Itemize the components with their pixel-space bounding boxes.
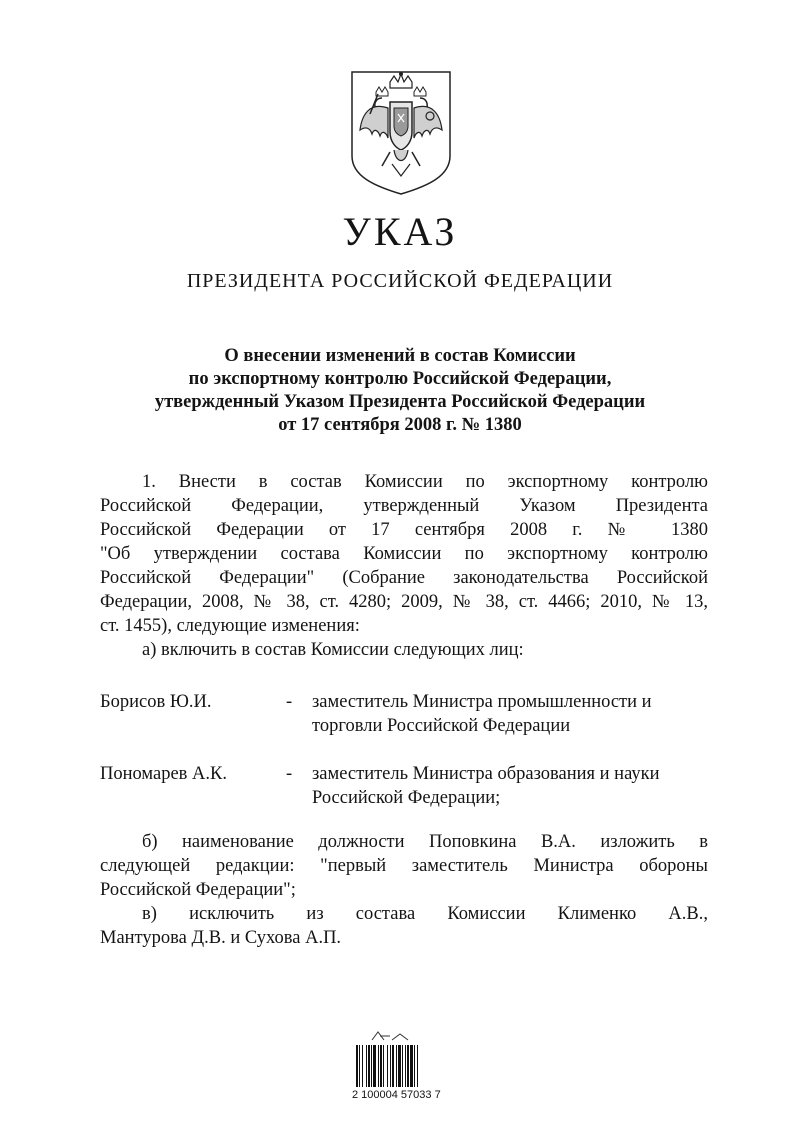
member-name: Пономарев А.К.: [100, 764, 227, 784]
decree-body-continued: [100, 830, 708, 950]
member-row: [100, 762, 708, 810]
barcode-bar: [396, 1045, 397, 1087]
decree-heading: [0, 345, 800, 437]
barcode-bar: [405, 1045, 406, 1087]
state-emblem-icon: [348, 68, 454, 196]
barcode: [356, 1045, 448, 1087]
barcode-bar: [371, 1045, 372, 1087]
member-position-line: заместитель Министра промышленности и: [312, 692, 652, 712]
point-1-line: Федерации, 2008, № 38, ст. 4280; 2009, № 38, ст. 4466; 2010, № 13,: [100, 592, 708, 612]
point-1-line: "Об утверждении состава Комиссии по экспортному контролю: [100, 544, 708, 564]
point-1-line: Российской Федерации" (Собрание законодательства Российской: [100, 568, 708, 588]
point-1-line: ст. 1455), следующие изменения:: [100, 616, 360, 636]
barcode-bar: [373, 1045, 376, 1087]
barcode-bar: [380, 1045, 382, 1087]
barcode-bar: [414, 1045, 415, 1087]
document-title: УКАЗ: [342, 209, 458, 254]
subpoint-b-line: Российской Федерации";: [100, 880, 296, 900]
subpoint-v-line: Мантурова Д.В. и Сухова А.П.: [100, 928, 342, 948]
barcode-bar: [390, 1045, 391, 1087]
barcode-number: 2 100004 57033 7: [352, 1089, 441, 1101]
barcode-bar: [392, 1045, 394, 1087]
print-mark-icon: [370, 1030, 410, 1042]
heading-line: утвержденный Указом Президента Российской Федерации: [154, 392, 646, 412]
barcode-bar: [356, 1045, 358, 1087]
member-list: [100, 762, 708, 810]
member-position-line: торговли Российской Федерации: [312, 716, 571, 736]
member-dash: -: [286, 692, 293, 712]
member-list: [100, 690, 708, 738]
decree-body: [100, 470, 708, 662]
member-position: [312, 762, 708, 810]
subpoint-v-line: в) исключить из состава Комиссии Клименко А.В.,: [142, 904, 708, 924]
barcode-bar: [410, 1045, 413, 1087]
point-1-line: Российской Федерации от 17 сентября 2008 г. № 1380: [100, 520, 708, 540]
member-position-line: Российской Федерации;: [312, 788, 501, 808]
subpoint-b-line: следующей редакции: "первый заместитель Министра обороны: [100, 856, 708, 876]
barcode-bar: [398, 1045, 401, 1087]
heading-line: от 17 сентября 2008 г. № 1380: [278, 415, 522, 435]
barcode-bar: [362, 1045, 363, 1087]
heading-line: по экспортному контролю Российской Федерации,: [188, 369, 612, 389]
member-position-line: заместитель Министра образования и науки: [312, 764, 660, 784]
barcode-bar: [417, 1045, 418, 1087]
barcode-bar: [378, 1045, 379, 1087]
subpoint-a: а) включить в состав Комиссии следующих лиц:: [142, 640, 524, 660]
point-1-line: Российской Федерации, утвержденный Указом Президента: [100, 496, 708, 516]
member-position: [312, 690, 708, 738]
member-name: Борисов Ю.И.: [100, 692, 212, 712]
barcode-bar: [387, 1045, 388, 1087]
member-dash: -: [286, 764, 293, 784]
barcode-bar: [407, 1045, 409, 1087]
barcode-bar: [383, 1045, 384, 1087]
point-1-line: 1. Внести в состав Комиссии по экспортному контролю: [142, 472, 708, 492]
barcode-bar: [402, 1045, 403, 1087]
subpoint-b-line: б) наименование должности Поповкина В.А. изложить в: [142, 832, 708, 852]
document-subtitle: ПРЕЗИДЕНТА РОССИЙСКОЙ ФЕДЕРАЦИИ: [186, 270, 614, 292]
member-row: [100, 690, 708, 738]
heading-line: О внесении изменений в состав Комиссии: [224, 346, 576, 366]
barcode-bar: [359, 1045, 360, 1087]
barcode-bar: [368, 1045, 370, 1087]
barcode-bar: [366, 1045, 367, 1087]
